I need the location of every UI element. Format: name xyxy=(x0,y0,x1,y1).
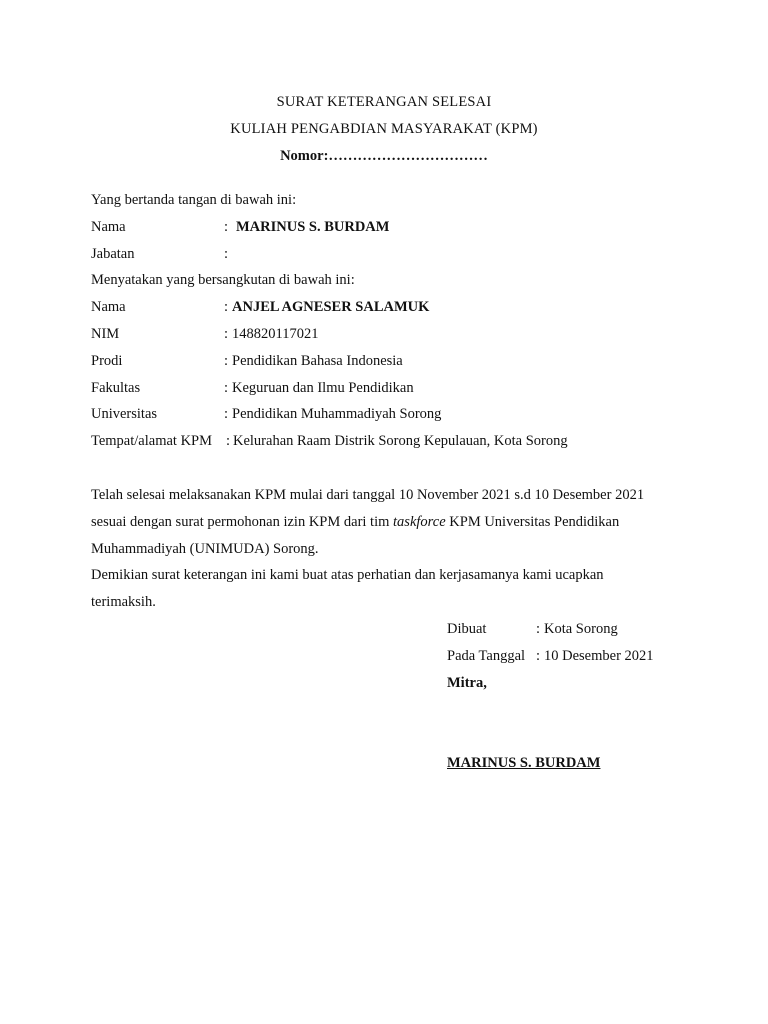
intro-text: Yang bertanda tangan di bawah ini: xyxy=(91,192,297,208)
student-prodi-label: Prodi xyxy=(91,353,123,369)
body-line-1: Telah selesai melaksanakan KPM mulai dari tanggal 10 November 2021 s.d 10 Desember 2021 xyxy=(91,487,645,503)
student-nim-value: 148820117021 xyxy=(232,326,319,342)
student-nama-colon: : xyxy=(224,299,229,315)
nomor-line: Nomor:…………………………… xyxy=(280,148,488,164)
body-line-5: terimaksih. xyxy=(91,594,156,610)
signer-jabatan-label: Jabatan xyxy=(91,246,135,262)
student-universitas-colon: : xyxy=(224,406,229,422)
student-prodi-value: Pendidikan Bahasa Indonesia xyxy=(232,353,403,369)
mitra-label: Mitra, xyxy=(447,675,487,691)
body-line-2-pre: sesuai dengan surat permohonan izin KPM dari tim xyxy=(91,514,394,530)
body-line-2-italic: taskforce xyxy=(393,514,446,530)
student-prodi-colon: : xyxy=(224,353,229,369)
title-line-2: KULIAH PENGABDIAN MASYARAKAT (KPM) xyxy=(230,121,538,137)
student-fakultas-colon: : xyxy=(224,380,229,396)
student-tempat-value: Kelurahan Raam Distrik Sorong Kepulauan, Kota Sorong xyxy=(233,433,568,449)
signer-jabatan-colon: : xyxy=(224,246,229,262)
signer-nama-label: Nama xyxy=(91,219,126,235)
dibuat-colon: : xyxy=(536,621,541,637)
student-nim-colon: : xyxy=(224,326,229,342)
dibuat-label: Dibuat xyxy=(447,621,487,637)
student-universitas-value: Pendidikan Muhammadiyah Sorong xyxy=(232,406,442,422)
title-line-1: SURAT KETERANGAN SELESAI xyxy=(276,94,492,110)
student-tempat-colon: : xyxy=(226,433,231,449)
student-tempat-label: Tempat/alamat KPM xyxy=(91,433,212,449)
body-line-3: Muhammadiyah (UNIMUDA) Sorong. xyxy=(91,541,319,557)
body-line-4: Demikian surat keterangan ini kami buat atas perhatian dan kerjasamanya kami ucapkan xyxy=(91,567,604,583)
statement-text: Menyatakan yang bersangkutan di bawah ini: xyxy=(91,272,355,288)
student-nama-label: Nama xyxy=(91,299,126,315)
body-line-2 xyxy=(91,513,619,531)
dibuat-value: Kota Sorong xyxy=(544,621,618,637)
signer-nama-colon: : xyxy=(224,219,229,235)
signer-nama-value: MARINUS S. BURDAM xyxy=(236,219,390,235)
signature-name: MARINUS S. BURDAM xyxy=(447,755,601,771)
body-line-2-post: KPM Universitas Pendidikan xyxy=(445,514,620,530)
student-fakultas-label: Fakultas xyxy=(91,380,141,396)
student-universitas-label: Universitas xyxy=(91,406,158,422)
student-nama-value: ANJEL AGNESER SALAMUK xyxy=(232,299,430,315)
student-fakultas-value: Keguruan dan Ilmu Pendidikan xyxy=(232,380,414,396)
tanggal-label: Pada Tanggal xyxy=(447,648,526,664)
student-nim-label: NIM xyxy=(91,326,120,342)
tanggal-colon: : xyxy=(536,648,541,664)
tanggal-value: 10 Desember 2021 xyxy=(544,648,654,664)
